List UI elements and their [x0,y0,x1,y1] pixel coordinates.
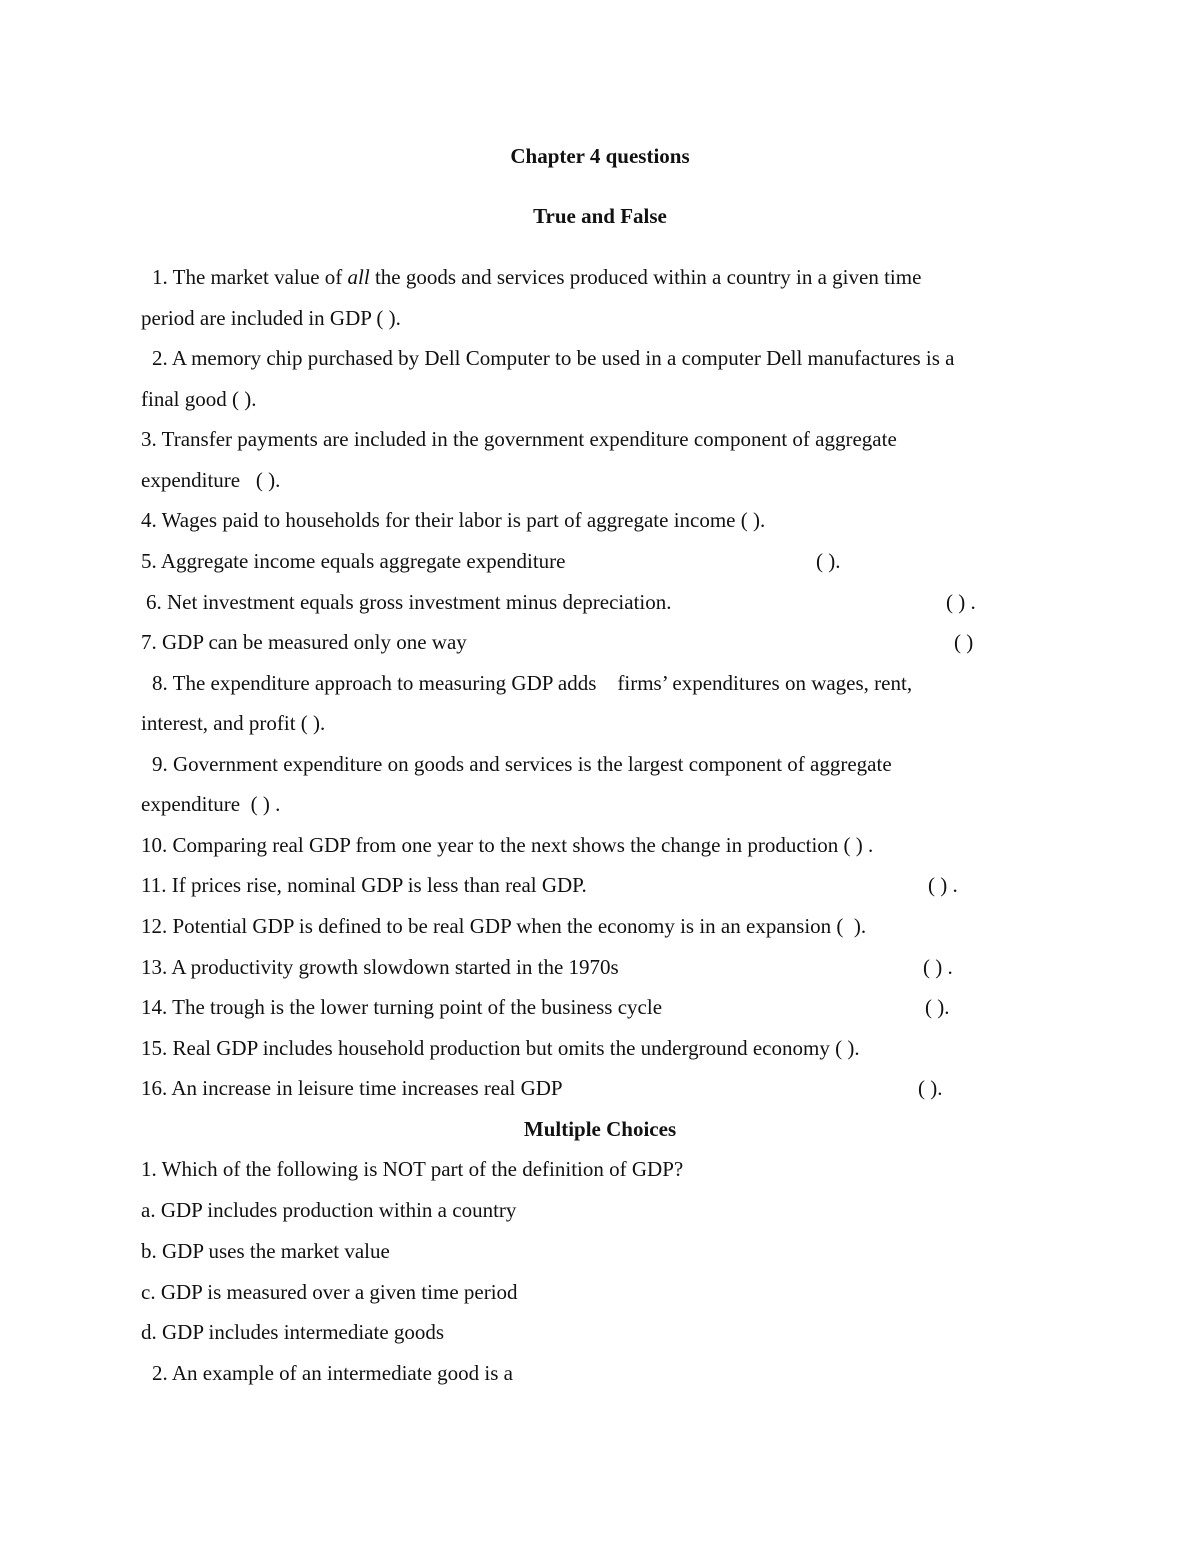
tf-question-11: 11. If prices rise, nominal GDP is less than real GDP. [141,873,587,897]
tf-question-3-line-2: expenditure ( ). [141,468,281,492]
tf-answer-slot-13: ( ) . [923,955,953,979]
mc-question-1: 1. Which of the following is NOT part of the definition of GDP? [141,1157,684,1181]
tf-question-4: 4. Wages paid to households for their labor is part of aggregate income ( ). [141,508,766,532]
tf-question-1-text-b: the goods and services produced within a country in a given time [369,265,922,289]
tf-question-5: 5. Aggregate income equals aggregate expenditure [141,549,566,573]
tf-question-1-text-a: 1. The market value of [152,265,348,289]
document-title: Chapter 4 questions [510,144,690,168]
tf-answer-slot-14: ( ). [925,995,950,1019]
tf-question-1-emphasis: all [347,265,370,289]
tf-question-16: 16. An increase in leisure time increases real GDP [141,1076,563,1100]
tf-question-14: 14. The trough is the lower turning point of the business cycle [141,995,663,1019]
tf-answer-slot-7: ( ) [954,630,974,654]
tf-answer-slot-11: ( ) . [928,873,958,897]
tf-question-15: 15. Real GDP includes household production but omits the underground economy ( ). [141,1036,860,1060]
true-false-heading: True and False [533,204,667,228]
tf-question-6: 6. Net investment equals gross investment minus depreciation. [146,590,672,614]
mc-option-d: d. GDP includes intermediate goods [141,1320,445,1344]
multiple-choice-heading: Multiple Choices [523,1117,677,1141]
tf-question-9-line-1: 9. Government expenditure on goods and services is the largest component of aggregate [152,752,892,776]
mc-option-b: b. GDP uses the market value [141,1239,390,1263]
tf-answer-slot-5: ( ). [816,549,841,573]
tf-answer-slot-6: ( ) . [946,590,976,614]
tf-question-8-line-2: interest, and profit ( ). [141,711,326,735]
mc-option-c: c. GDP is measured over a given time period [141,1280,518,1304]
tf-question-10: 10. Comparing real GDP from one year to the next shows the change in production ( ) . [141,833,874,857]
tf-question-2-line-2: final good ( ). [141,387,257,411]
tf-question-8-line-1: 8. The expenditure approach to measuring GDP adds firms’ expenditures on wages, rent, [152,671,913,695]
mc-option-a: a. GDP includes production within a country [141,1198,517,1222]
tf-question-7: 7. GDP can be measured only one way [141,630,467,654]
tf-question-2-line-1: 2. A memory chip purchased by Dell Computer to be used in a computer Dell manufactures is a [152,346,955,370]
tf-question-1-line-2: period are included in GDP ( ). [141,306,401,330]
tf-answer-slot-16: ( ). [918,1076,943,1100]
mc-question-2: 2. An example of an intermediate good is a [152,1361,513,1385]
tf-question-9-line-2: expenditure ( ) . [141,792,281,816]
tf-question-3-line-1: 3. Transfer payments are included in the government expenditure component of aggregate [141,427,897,451]
tf-question-1-line-1 [152,264,921,290]
tf-question-12: 12. Potential GDP is defined to be real GDP when the economy is in an expansion ( ). [141,914,867,938]
tf-question-13: 13. A productivity growth slowdown started in the 1970s [141,955,619,979]
